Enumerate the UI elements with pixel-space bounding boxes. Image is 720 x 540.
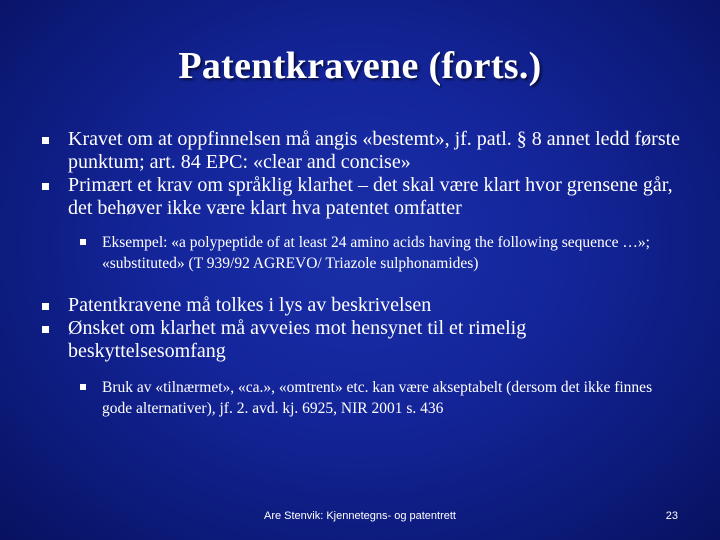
square-bullet-icon: [42, 137, 49, 144]
footer-author: Are Stenvik: Kjennetegns- og patentrett: [263, 510, 456, 522]
bullet-level1: [42, 174, 682, 220]
bullet-level1: [42, 128, 682, 174]
square-bullet-icon: [80, 239, 86, 245]
bullet-text: Bruk av «tilnærmet», «ca.», «omtrent» etc. kan være akseptabelt (dersom det ikke finnes gode alternativer), jf. 2. avd. kj. 6925, NIR 2001 s. 436: [102, 379, 653, 417]
bullet-text: Eksempel: «a polypeptide of at least 24 amino acids having the following sequence …»; «substituted» (T 939/92 AGREVO/ Triazole sulphonamides): [102, 234, 650, 272]
square-bullet-icon: [42, 303, 49, 310]
bullet-level1: [42, 294, 682, 317]
page-number: 23: [665, 510, 678, 522]
bullet-level2: [42, 232, 682, 274]
bullet-level1: [42, 317, 682, 363]
square-bullet-icon: [42, 326, 49, 333]
bullet-text: Patentkravene må tolkes i lys av beskrivelsen: [68, 294, 432, 316]
slide-content: [42, 128, 682, 419]
bullet-text: Kravet om at oppfinnelsen må angis «bestemt», jf. patl. § 8 annet ledd første punktum; art. 84 EPC: «clear and concise»: [68, 128, 681, 173]
square-bullet-icon: [42, 183, 49, 190]
square-bullet-icon: [80, 384, 86, 390]
bullet-level2: [42, 377, 682, 419]
bullet-text: Ønsket om klarhet må avveies mot hensynet til et rimelig beskyttelsesomfang: [68, 317, 527, 362]
bullet-text: Primært et krav om språklig klarhet – det skal være klart hvor grensene går, det behøver ikke være klart hva patentet omfatter: [68, 174, 673, 219]
slide-title: Patentkravene (forts.): [178, 45, 542, 87]
